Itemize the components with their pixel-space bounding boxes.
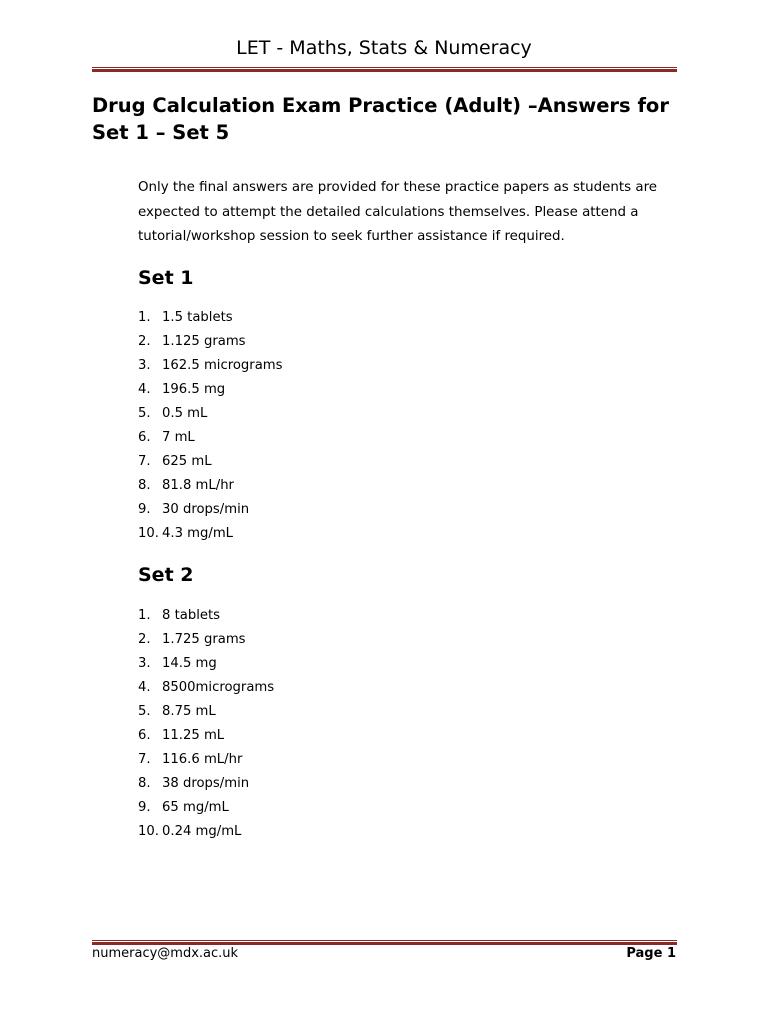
list-item: [138, 450, 283, 474]
item-number: 1.: [138, 310, 151, 325]
item-number: 10.: [138, 824, 159, 839]
item-number: 3.: [138, 358, 151, 373]
item-number: 1.: [138, 608, 151, 623]
list-item: [138, 700, 274, 724]
item-number: 8.: [138, 776, 151, 791]
item-number: 7.: [138, 752, 151, 767]
item-answer: 8 tablets: [162, 608, 221, 623]
set-1-heading: Set 1: [138, 267, 194, 289]
footer-page-number: Page 1: [626, 946, 676, 961]
item-number: 4.: [138, 382, 151, 397]
item-answer: 196.5 mg: [162, 382, 226, 397]
item-answer: 116.6 mL/hr: [162, 752, 243, 767]
item-number: 2.: [138, 632, 151, 647]
set-2-heading: Set 2: [138, 564, 194, 586]
item-number: 9.: [138, 800, 151, 815]
set-1-answer-list: [138, 306, 283, 546]
list-item: [138, 522, 283, 546]
list-item: [138, 604, 274, 628]
item-number: 5.: [138, 406, 151, 421]
list-item: [138, 498, 283, 522]
item-answer: 65 mg/mL: [162, 800, 229, 815]
item-answer: 4.3 mg/mL: [162, 526, 234, 541]
item-answer: 1.725 grams: [162, 632, 246, 647]
list-item: [138, 628, 274, 652]
item-answer: 81.8 mL/hr: [162, 478, 234, 493]
list-item: [138, 796, 274, 820]
item-number: 5.: [138, 704, 151, 719]
header-title: LET - Maths, Stats & Numeracy: [236, 37, 532, 59]
list-item: [138, 748, 274, 772]
item-answer: 14.5 mg: [162, 656, 217, 671]
item-answer: 1.125 grams: [162, 334, 246, 349]
item-number: 7.: [138, 454, 151, 469]
item-number: 3.: [138, 656, 151, 671]
item-answer: 625 mL: [162, 454, 212, 469]
list-item: [138, 772, 274, 796]
list-item: [138, 426, 283, 450]
item-number: 8.: [138, 478, 151, 493]
list-item: [138, 354, 283, 378]
list-item: [138, 402, 283, 426]
item-answer: 7 mL: [162, 430, 195, 445]
list-item: [138, 330, 283, 354]
footer-rule-thin: [92, 940, 677, 941]
item-answer: 0.24 mg/mL: [162, 824, 242, 839]
document-title: Drug Calculation Exam Practice (Adult) –Answers for Set 1 – Set 5: [92, 94, 669, 144]
item-answer: 8500micrograms: [162, 680, 275, 695]
list-item: [138, 724, 274, 748]
item-answer: 1.5 tablets: [162, 310, 233, 325]
item-answer: 0.5 mL: [162, 406, 208, 421]
list-item: [138, 652, 274, 676]
header-rule: [92, 67, 677, 72]
item-number: 6.: [138, 430, 151, 445]
item-number: 9.: [138, 502, 151, 517]
item-answer: 30 drops/min: [162, 502, 250, 517]
item-number: 2.: [138, 334, 151, 349]
list-item: [138, 820, 274, 844]
list-item: [138, 676, 274, 700]
list-item: [138, 306, 283, 330]
item-answer: 38 drops/min: [162, 776, 250, 791]
header-rule-thick: [92, 69, 677, 72]
list-item: [138, 378, 283, 402]
header-rule-thin: [92, 67, 677, 68]
list-item: [138, 474, 283, 498]
intro-paragraph: Only the final answers are provided for these practice papers as students are expected to attempt the detailed calculations themselves. Please attend a tutorial/workshop session to seek further assistance if required.: [138, 180, 658, 244]
set-2-answer-list: [138, 604, 274, 844]
footer-email: numeracy@mdx.ac.uk: [92, 946, 239, 961]
item-number: 4.: [138, 680, 151, 695]
item-answer: 162.5 micrograms: [162, 358, 283, 373]
item-number: 6.: [138, 728, 151, 743]
item-number: 10.: [138, 526, 159, 541]
item-answer: 11.25 mL: [162, 728, 225, 743]
item-answer: 8.75 mL: [162, 704, 216, 719]
